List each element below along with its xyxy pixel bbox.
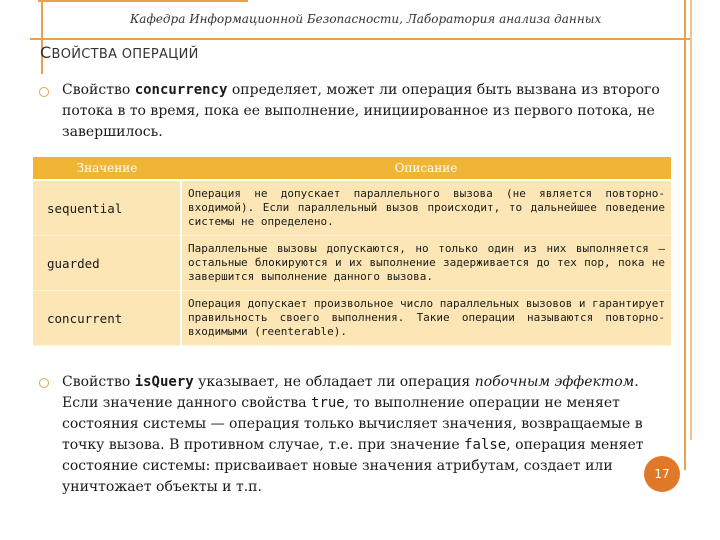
column-header-value: Значение (33, 157, 181, 180)
frame-line-right-outer (690, 0, 692, 440)
concurrency-table (33, 157, 671, 346)
row-description: Параллельные вызовы допускаются, но только один из них выполняется — остальные блокируются и их выполнение задерживается до тех пор, пока не завершится выполнение данного вызова. (181, 236, 671, 291)
isquery-keyword: isQuery (134, 374, 194, 390)
table-row (33, 180, 671, 236)
bullet-icon (38, 87, 50, 99)
frame-line-left (41, 0, 43, 74)
row-description: Операция допускает произвольное число параллельных вызовов и гарантирует правильность своего выполнения. Такие операции называются повторно-входимыми (reenterable). (181, 291, 671, 346)
bullet-icon (38, 378, 50, 390)
concurrency-keyword: concurrency (134, 82, 228, 98)
slide-header: Кафедра Информационной Безопасности, Лаборатория анализа данных (130, 12, 602, 26)
table-row (33, 291, 671, 346)
isquery-paragraph: Свойство isQuery указывает, не обладает ли операция побочным эффектом. Если значение данного свойства true, то выполнение операции не меняет состояния системы — операция только вычисляет значения, возвращаемые в точку вызова. В противном случае, т.е. при значение false, операция меняет состояние системы: присваивает новые значения атрибутам, создает или уничтожает объекты и т.п. (62, 374, 644, 495)
slide-title: СВОЙСТВА ОПЕРАЦИЙ (40, 43, 199, 62)
frame-line-top (38, 0, 248, 2)
page-number-badge: 17 (644, 456, 680, 492)
row-value: concurrent (33, 291, 181, 346)
table-row (33, 236, 671, 291)
concurrency-paragraph: Свойство concurrency определяет, может ли операция быть вызвана из второго потока в то время, пока ее выполнение, инициированное из первого потока, не завершилось. (62, 82, 660, 140)
frame-line-title (30, 38, 690, 40)
row-description: Операция не допускает параллельного вызова (не является повторно-входимой). Если параллельный вызов происходит, то дальнейшее поведение системы не определено. (181, 180, 671, 236)
row-value: sequential (33, 180, 181, 236)
frame-line-right (684, 0, 686, 470)
row-value: guarded (33, 236, 181, 291)
column-header-description: Описание (181, 157, 671, 180)
